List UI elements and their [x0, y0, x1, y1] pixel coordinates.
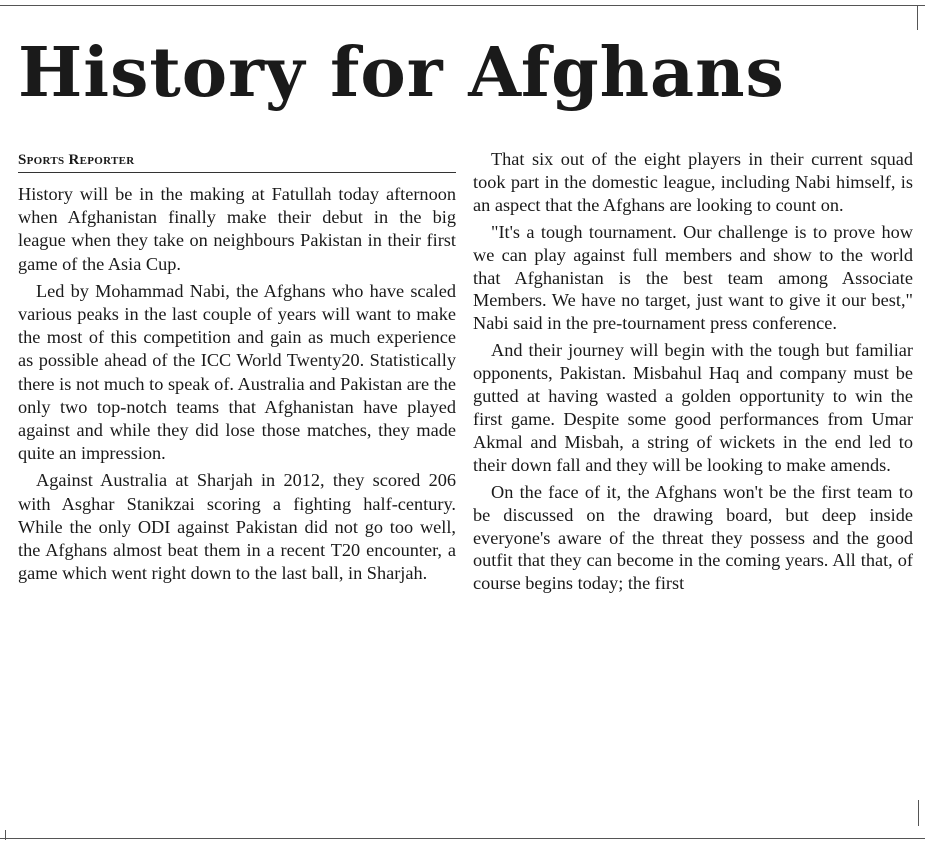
paragraph: "It's a tough tournament. Our challenge is to prove how we can play against full members and show to the world that Afghanistan is the best team among Associate Members. We have no target, just want to give it our best," Nabi said in the pre-tournament press conference.: [473, 221, 913, 334]
article-column-left: [18, 148, 456, 589]
right-rule-top: [917, 5, 918, 30]
headline: History for Afghans: [18, 33, 785, 113]
paragraph: History will be in the making at Fatullah today afternoon when Afghanistan finally make their debut in the big league when they take on neighbours Pakistan in their first game of the Asia Cup.: [18, 184, 456, 274]
byline: Sports Reporter: [18, 148, 456, 173]
bottom-rule: [0, 838, 925, 839]
article-column-right: [473, 148, 913, 599]
top-rule: [0, 5, 925, 6]
paragraph: And their journey will begin with the tough but familiar opponents, Pakistan. Misbahul Haq and company must be gutted at having wasted a golden opportunity to win the first game. Despite some good performances from Umar Akmal and Misbah, a string of wickets in the end led to their down fall and they will be looking to make amends.: [473, 340, 913, 475]
paragraph: Against Australia at Sharjah in 2012, they scored 206 with Asghar Stanikzai scoring a fighting half-century. While the only ODI against Pakistan did not go too well, the Afghans almost beat them in a recent T20 encounter, a game which went right down to the last ball, in Sharjah.: [18, 470, 456, 584]
right-rule-bottom: [918, 800, 919, 826]
paragraph: On the face of it, the Afghans won't be the first team to be discussed on the drawing board, but deep inside everyone's aware of the threat they possess and the good outfit that they can become in the coming years. All that, of course begins today; the first: [473, 481, 913, 594]
paragraph: That six out of the eight players in their current squad took part in the domestic league, including Nabi himself, is an aspect that the Afghans are looking to count on.: [473, 149, 913, 215]
paragraph: Led by Mohammad Nabi, the Afghans who have scaled various peaks in the last couple of years will want to make the most of this competition and gain as much experience as possible ahead of the ICC World Twenty20. Statistically there is not much to speak of. Australia and Pakistan are the only two top-notch teams that Afghanistan have played against and while they did lose those matches, they made quite an impression.: [18, 280, 456, 464]
